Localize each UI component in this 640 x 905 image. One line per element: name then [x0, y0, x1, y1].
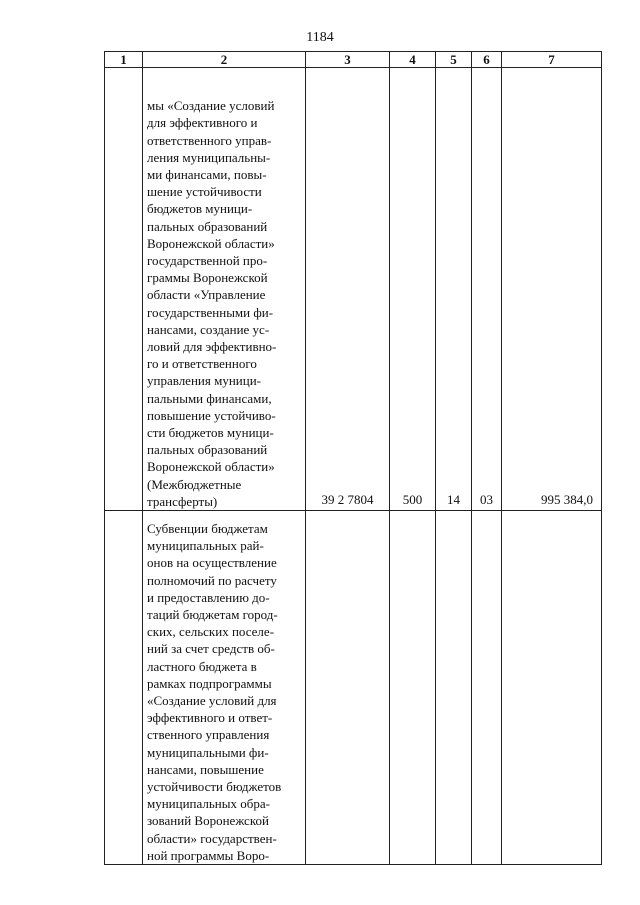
- subsection-cell: [472, 511, 502, 865]
- budget-table: [104, 51, 602, 865]
- description-cell: Субвенции бюджетам муниципальных рай- онов на осуществление полномочий по расчету и предоставлению до- таций бюджетам город- ских, сельских поселе- ний за счет средств об- ластного бюджета в рамках подпрограммы «Создание условий для эффективного и ответ- ственного управления муниципальными фи- нансами, повышение устойчивости бюджетов муниципальных обра- зований Воронежской области» государствен- ной программы Воро-: [143, 511, 306, 865]
- header-col-4: 4: [390, 52, 436, 68]
- header-col-2: 2: [143, 52, 306, 68]
- row-number-cell: [105, 511, 143, 865]
- amount-cell: 995 384,0: [502, 68, 602, 511]
- header-col-5: 5: [436, 52, 472, 68]
- section-cell: [436, 511, 472, 865]
- expense-group-cell: 500: [390, 68, 436, 511]
- header-col-6: 6: [472, 52, 502, 68]
- target-code-cell: [306, 511, 390, 865]
- section-cell: 14: [436, 68, 472, 511]
- table-row: [105, 511, 602, 865]
- description-cell: мы «Создание условий для эффективного и ответственного управ- ления муниципальны- ми финансами, повы- шение устойчивости бюджетов муници- пальных образований Воронежской области» государственной про- граммы Воронежской области «Управление государственными фи- нансами, создание ус- ловий для эффективно- го и ответственного управления муници- пальными финансами, повышение устойчиво- сти бюджетов муници- пальных образований Воронежской области» (Межбюджетные трансферты): [143, 68, 306, 511]
- target-code-cell: 39 2 7804: [306, 68, 390, 511]
- header-col-7: 7: [502, 52, 602, 68]
- expense-group-cell: [390, 511, 436, 865]
- subsection-cell: 03: [472, 68, 502, 511]
- table-header-row: [105, 52, 602, 68]
- header-col-3: 3: [306, 52, 390, 68]
- header-col-1: 1: [105, 52, 143, 68]
- amount-cell: [502, 511, 602, 865]
- row-number-cell: [105, 68, 143, 511]
- page-number: 1184: [306, 30, 334, 45]
- table-row: [105, 68, 602, 511]
